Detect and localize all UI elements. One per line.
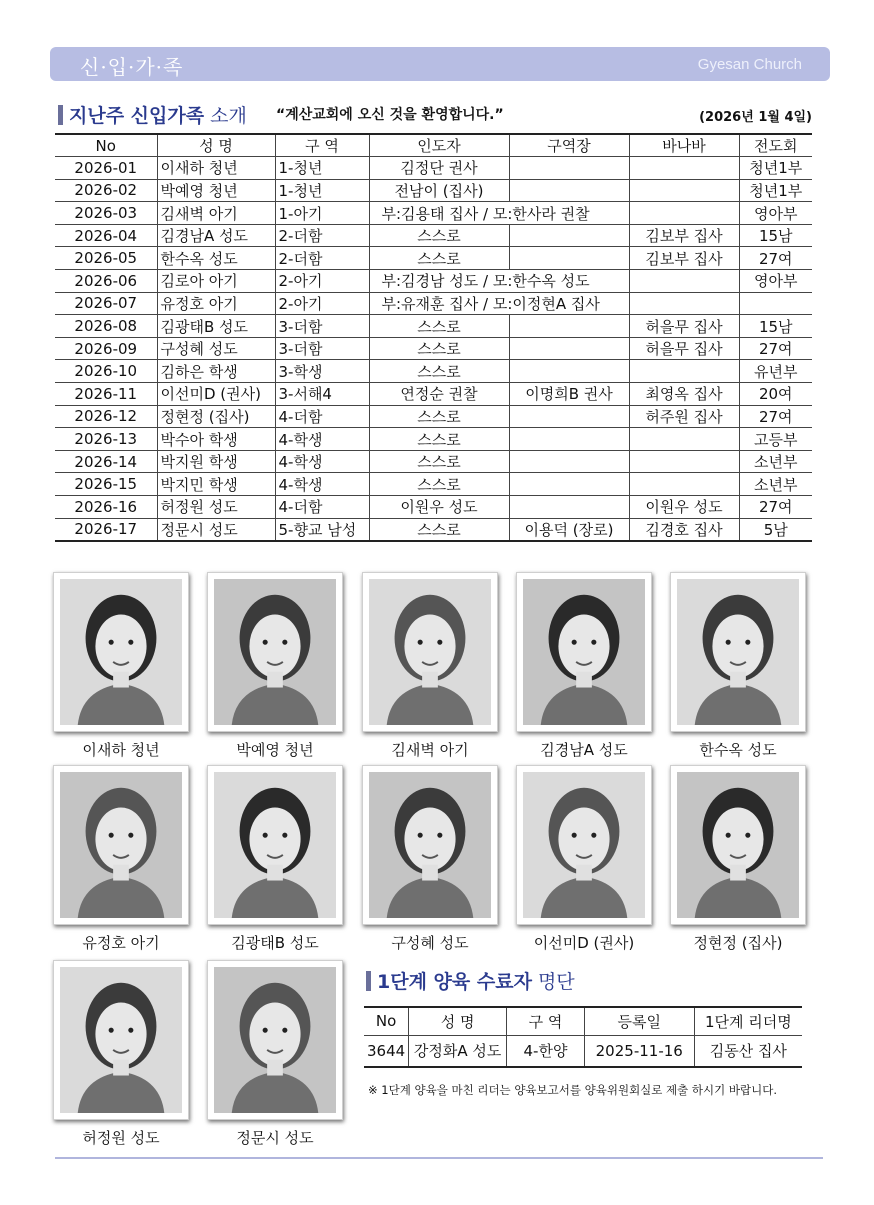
col-header-dept: 전도회 bbox=[739, 134, 812, 157]
table-row bbox=[55, 405, 812, 428]
cell-dept: 청년1부 bbox=[739, 179, 812, 202]
col-header-name: 성 명 bbox=[409, 1007, 507, 1035]
cell-leader bbox=[509, 247, 629, 270]
cell-dept: 청년1부 bbox=[739, 157, 812, 180]
church-name: Gyesan Church bbox=[697, 56, 802, 73]
cell-name: 강정화A 성도 bbox=[409, 1035, 507, 1067]
cell-dept: 유년부 bbox=[739, 360, 812, 383]
cell-barnabas bbox=[629, 270, 739, 293]
cell-no: 2026-14 bbox=[55, 450, 157, 473]
cell-zone: 4-학생 bbox=[275, 428, 369, 451]
footer-divider bbox=[55, 1157, 823, 1159]
cell-guide: 이원우 성도 bbox=[369, 496, 509, 519]
photo-caption: 박예영 청년 bbox=[236, 741, 314, 759]
section-subtitle: 소개 bbox=[210, 105, 247, 127]
section-bar bbox=[58, 105, 63, 125]
cell-barnabas: 허을무 집사 bbox=[629, 315, 739, 338]
cell-no: 2026-16 bbox=[55, 496, 157, 519]
cell-barnabas bbox=[629, 360, 739, 383]
cell-leader bbox=[509, 315, 629, 338]
cell-no: 2026-13 bbox=[55, 428, 157, 451]
training-table bbox=[364, 1006, 802, 1068]
cell-barnabas bbox=[629, 428, 739, 451]
member-photo bbox=[516, 572, 652, 732]
col-header-no: No bbox=[55, 134, 157, 157]
cell-leader bbox=[509, 496, 629, 519]
cell-barnabas bbox=[629, 292, 739, 315]
cell-guide: 스스로 bbox=[369, 315, 509, 338]
table-header-row bbox=[55, 134, 812, 157]
cell-name: 김로아 아기 bbox=[157, 270, 275, 293]
table-row bbox=[55, 270, 812, 293]
cell-leader: 김동산 집사 bbox=[694, 1035, 802, 1067]
table-row bbox=[55, 450, 812, 473]
photo-caption: 허정원 성도 bbox=[82, 1129, 160, 1147]
member-photo bbox=[516, 765, 652, 925]
cell-guide: 부:김용태 집사 / 모:한사라 권찰 bbox=[369, 202, 629, 225]
photo-caption: 정문시 성도 bbox=[236, 1129, 314, 1147]
cell-name: 김경남A 성도 bbox=[157, 224, 275, 247]
cell-name: 유정호 아기 bbox=[157, 292, 275, 315]
cell-guide: 스스로 bbox=[369, 518, 509, 541]
cell-barnabas: 허을무 집사 bbox=[629, 337, 739, 360]
cell-zone: 2-더함 bbox=[275, 247, 369, 270]
cell-guide: 스스로 bbox=[369, 247, 509, 270]
cell-guide: 스스로 bbox=[369, 337, 509, 360]
cell-name: 박지민 학생 bbox=[157, 473, 275, 496]
cell-no: 2026-17 bbox=[55, 518, 157, 541]
cell-name: 박예영 청년 bbox=[157, 179, 275, 202]
col-header-leader: 구역장 bbox=[509, 134, 629, 157]
cell-leader bbox=[509, 428, 629, 451]
cell-leader bbox=[509, 157, 629, 180]
table-row bbox=[55, 157, 812, 180]
cell-dept: 영아부 bbox=[739, 202, 812, 225]
cell-name: 김하은 학생 bbox=[157, 360, 275, 383]
cell-name: 정문시 성도 bbox=[157, 518, 275, 541]
header-banner bbox=[50, 47, 830, 81]
portrait-image bbox=[677, 579, 799, 725]
cell-zone: 4-한양 bbox=[507, 1035, 585, 1067]
member-photo bbox=[207, 960, 343, 1120]
portrait-image bbox=[60, 579, 182, 725]
cell-no: 2026-08 bbox=[55, 315, 157, 338]
cell-leader: 이용덕 (장로) bbox=[509, 518, 629, 541]
cell-leader bbox=[509, 360, 629, 383]
cell-no: 3644 bbox=[364, 1035, 409, 1067]
col-header-no: No bbox=[364, 1007, 409, 1035]
cell-leader: 이명희B 권사 bbox=[509, 383, 629, 406]
cell-dept: 고등부 bbox=[739, 428, 812, 451]
section-title: 1단계 양육 수료자 bbox=[377, 971, 532, 993]
welcome-message: “계산교회에 오신 것을 환영합니다.” bbox=[276, 107, 504, 123]
member-photo bbox=[362, 572, 498, 732]
section-training-heading bbox=[366, 967, 575, 994]
cell-zone: 1-아기 bbox=[275, 202, 369, 225]
cell-dept: 소년부 bbox=[739, 473, 812, 496]
cell-leader bbox=[509, 450, 629, 473]
table-header-row bbox=[364, 1007, 802, 1035]
col-header-guide: 인도자 bbox=[369, 134, 509, 157]
cell-leader bbox=[509, 405, 629, 428]
cell-name: 김광태B 성도 bbox=[157, 315, 275, 338]
cell-date: 2025-11-16 bbox=[584, 1035, 694, 1067]
cell-barnabas bbox=[629, 202, 739, 225]
col-header-name: 성 명 bbox=[157, 134, 275, 157]
cell-name: 이새하 청년 bbox=[157, 157, 275, 180]
cell-leader bbox=[509, 224, 629, 247]
cell-leader bbox=[509, 337, 629, 360]
cell-zone: 1-청년 bbox=[275, 179, 369, 202]
cell-name: 허정원 성도 bbox=[157, 496, 275, 519]
member-photo bbox=[53, 572, 189, 732]
cell-barnabas: 김보부 집사 bbox=[629, 224, 739, 247]
cell-guide: 스스로 bbox=[369, 473, 509, 496]
table-row bbox=[55, 224, 812, 247]
cell-dept: 27여 bbox=[739, 337, 812, 360]
table-row bbox=[55, 292, 812, 315]
cell-dept: 15남 bbox=[739, 224, 812, 247]
cell-no: 2026-02 bbox=[55, 179, 157, 202]
cell-no: 2026-09 bbox=[55, 337, 157, 360]
portrait-image bbox=[60, 967, 182, 1113]
cell-no: 2026-10 bbox=[55, 360, 157, 383]
cell-zone: 4-학생 bbox=[275, 450, 369, 473]
table-row bbox=[55, 315, 812, 338]
portrait-image bbox=[214, 967, 336, 1113]
cell-dept bbox=[739, 292, 812, 315]
new-family-table bbox=[55, 133, 812, 542]
table-row bbox=[55, 360, 812, 383]
portrait-image bbox=[369, 772, 491, 918]
cell-leader bbox=[509, 473, 629, 496]
cell-no: 2026-01 bbox=[55, 157, 157, 180]
cell-barnabas bbox=[629, 450, 739, 473]
cell-dept: 27여 bbox=[739, 405, 812, 428]
new-family-table-body bbox=[55, 157, 812, 541]
cell-barnabas: 최영옥 집사 bbox=[629, 383, 739, 406]
training-note: ※ 1단계 양육을 마친 리더는 양육보고서를 양육위원회실로 제출 하시기 바랍니다. bbox=[368, 1083, 777, 1097]
col-header-leader: 1단계 리더명 bbox=[694, 1007, 802, 1035]
photo-caption: 한수옥 성도 bbox=[699, 741, 777, 759]
cell-name: 박수아 학생 bbox=[157, 428, 275, 451]
cell-barnabas: 허주원 집사 bbox=[629, 405, 739, 428]
cell-guide: 스스로 bbox=[369, 224, 509, 247]
photo-caption: 김경남A 성도 bbox=[540, 741, 628, 759]
cell-name: 구성혜 성도 bbox=[157, 337, 275, 360]
col-header-date: 등록일 bbox=[584, 1007, 694, 1035]
cell-barnabas bbox=[629, 179, 739, 202]
photo-caption: 이선미D (권사) bbox=[533, 934, 635, 952]
photo-caption: 김새벽 아기 bbox=[391, 741, 469, 759]
cell-no: 2026-05 bbox=[55, 247, 157, 270]
photo-caption: 구성혜 성도 bbox=[391, 934, 469, 952]
cell-guide: 연정순 권찰 bbox=[369, 383, 509, 406]
table-row bbox=[55, 179, 812, 202]
cell-zone: 4-더함 bbox=[275, 496, 369, 519]
cell-guide: 김정단 권사 bbox=[369, 157, 509, 180]
cell-dept: 20여 bbox=[739, 383, 812, 406]
col-header-barnabas: 바나바 bbox=[629, 134, 739, 157]
cell-guide: 전남이 (집사) bbox=[369, 179, 509, 202]
cell-zone: 2-더함 bbox=[275, 224, 369, 247]
cell-name: 정현정 (집사) bbox=[157, 405, 275, 428]
cell-barnabas bbox=[629, 473, 739, 496]
cell-barnabas: 김보부 집사 bbox=[629, 247, 739, 270]
portrait-image bbox=[369, 579, 491, 725]
cell-dept: 소년부 bbox=[739, 450, 812, 473]
table-row bbox=[55, 428, 812, 451]
cell-no: 2026-06 bbox=[55, 270, 157, 293]
photo-caption: 이새하 청년 bbox=[82, 741, 160, 759]
member-photo bbox=[53, 960, 189, 1120]
cell-zone: 2-아기 bbox=[275, 292, 369, 315]
cell-name: 이선미D (권사) bbox=[157, 383, 275, 406]
table-row bbox=[364, 1035, 802, 1067]
cell-barnabas bbox=[629, 157, 739, 180]
cell-dept: 5남 bbox=[739, 518, 812, 541]
table-row bbox=[55, 337, 812, 360]
table-row bbox=[55, 247, 812, 270]
portrait-image bbox=[677, 772, 799, 918]
cell-zone: 1-청년 bbox=[275, 157, 369, 180]
cell-no: 2026-07 bbox=[55, 292, 157, 315]
cell-no: 2026-03 bbox=[55, 202, 157, 225]
portrait-image bbox=[523, 772, 645, 918]
cell-barnabas: 이원우 성도 bbox=[629, 496, 739, 519]
cell-zone: 2-아기 bbox=[275, 270, 369, 293]
cell-zone: 3-더함 bbox=[275, 315, 369, 338]
section-bar bbox=[366, 971, 371, 991]
member-photo bbox=[670, 765, 806, 925]
cell-no: 2026-12 bbox=[55, 405, 157, 428]
table-row bbox=[55, 383, 812, 406]
cell-no: 2026-11 bbox=[55, 383, 157, 406]
portrait-image bbox=[523, 579, 645, 725]
col-header-zone: 구 역 bbox=[507, 1007, 585, 1035]
cell-guide: 부:김경남 성도 / 모:한수옥 성도 bbox=[369, 270, 629, 293]
section-subtitle: 명단 bbox=[537, 971, 575, 993]
col-header-zone: 구 역 bbox=[275, 134, 369, 157]
cell-no: 2026-15 bbox=[55, 473, 157, 496]
cell-name: 한수옥 성도 bbox=[157, 247, 275, 270]
cell-zone: 3-더함 bbox=[275, 337, 369, 360]
cell-leader bbox=[509, 179, 629, 202]
photo-caption: 유정호 아기 bbox=[82, 934, 160, 952]
cell-name: 박지원 학생 bbox=[157, 450, 275, 473]
member-photo bbox=[670, 572, 806, 732]
cell-zone: 5-향교 남성 bbox=[275, 518, 369, 541]
cell-zone: 4-학생 bbox=[275, 473, 369, 496]
banner-title: 신·입·가·족 bbox=[80, 55, 184, 79]
cell-guide: 부:유재훈 집사 / 모:이정현A 집사 bbox=[369, 292, 629, 315]
table-row bbox=[55, 518, 812, 541]
photo-caption: 김광태B 성도 bbox=[231, 934, 319, 952]
table-row bbox=[55, 202, 812, 225]
cell-guide: 스스로 bbox=[369, 450, 509, 473]
report-date: (2026년 1월 4일) bbox=[699, 110, 812, 125]
cell-zone: 3-서해4 bbox=[275, 383, 369, 406]
cell-zone: 3-학생 bbox=[275, 360, 369, 383]
photo-caption: 정현정 (집사) bbox=[693, 934, 783, 952]
cell-guide: 스스로 bbox=[369, 428, 509, 451]
cell-guide: 스스로 bbox=[369, 360, 509, 383]
cell-guide: 스스로 bbox=[369, 405, 509, 428]
portrait-image bbox=[214, 579, 336, 725]
table-row bbox=[55, 496, 812, 519]
cell-zone: 4-더함 bbox=[275, 405, 369, 428]
member-photo bbox=[207, 572, 343, 732]
portrait-image bbox=[60, 772, 182, 918]
cell-barnabas: 김경호 집사 bbox=[629, 518, 739, 541]
cell-dept: 27여 bbox=[739, 247, 812, 270]
cell-no: 2026-04 bbox=[55, 224, 157, 247]
table-row bbox=[55, 473, 812, 496]
member-photo bbox=[53, 765, 189, 925]
section-title: 지난주 신입가족 bbox=[69, 105, 205, 127]
cell-dept: 27여 bbox=[739, 496, 812, 519]
member-photo bbox=[362, 765, 498, 925]
cell-name: 김새벽 아기 bbox=[157, 202, 275, 225]
member-photo bbox=[207, 765, 343, 925]
portrait-image bbox=[214, 772, 336, 918]
section-new-family-heading bbox=[58, 101, 247, 128]
cell-dept: 15남 bbox=[739, 315, 812, 338]
cell-dept: 영아부 bbox=[739, 270, 812, 293]
